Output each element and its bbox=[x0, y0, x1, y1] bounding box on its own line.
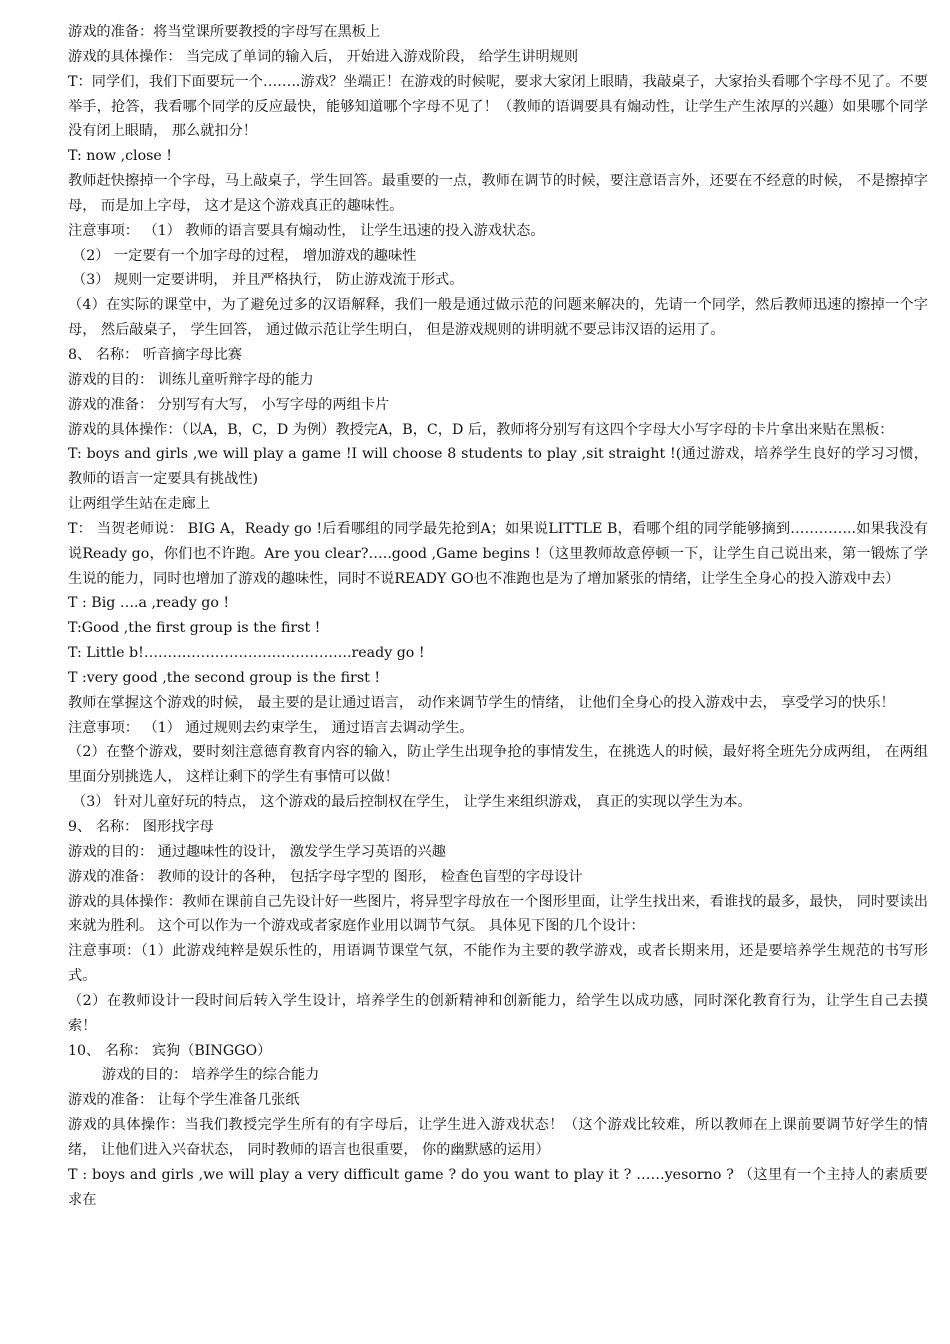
paragraph: 游戏的准备： 教师的设计的各种， 包括字母字型的 图形， 检查色盲型的字母设计 bbox=[68, 868, 583, 885]
paragraph: 游戏的具体操作：教师在课前自己先设计好一些图片，将异型字母放在一个图形里面，让学生找出来，看谁找的最多，最快， 同时要读出来就为胜利。 这个可以作为一个游戏或者家庭作业用以调节气氛。 具体见下图的几个设计： bbox=[68, 893, 928, 935]
section-heading: 9、 名称： 图形找字母 bbox=[68, 819, 214, 835]
paragraph: （2）在整个游戏，要时刻注意德育教育内容的输入，防止学生出现争抢的事情发生，在挑选人的时候，最好将全班先分成两组， 在两组里面分别挑选人， 这样让剩下的学生有事情可以做！ bbox=[68, 744, 928, 786]
paragraph: 注意事项：（1）此游戏纯粹是娱乐性的，用语调节课堂气氛，不能作为主要的教学游戏，或者长期来用，还是要培养学生规范的书写形式。 bbox=[68, 943, 928, 985]
paragraph: 游戏的准备：将当堂课所要教授的字母写在黑板上 bbox=[68, 24, 381, 40]
section-heading: 10、 名称： 宾狗（BINGGO） bbox=[68, 1042, 272, 1059]
paragraph: （2）在教师设计一段时间后转入学生设计，培养学生的创新精神和创新能力，给学生以成功感，同时深化教育行为，让学生自己去摸索！ bbox=[68, 992, 928, 1034]
paragraph: 游戏的具体操作：当我们教授完学生所有的有字母后，让学生进入游戏状态！（这个游戏比较难，所以教师在上课前要调节好学生的情绪， 让他们进入兴奋状态， 同时教师的语言也很重要， 你的幽默感的运用） bbox=[68, 1117, 928, 1158]
paragraph: T： 当贺老师说： BIG A，Ready go !后看哪组的同学最先抢到A；如果说LITTLE B，看哪个组的同学能够摘到…………..如果我没有说Ready go，你们也不许跑。Are you clear?…..good ,Game begins !（这里教师故意停顿一下，让学生自己说出来，第一锻炼了学生说的能力，同时也增加了游戏的趣味性，同时不说READY GO也不准跑也是为了增加紧张的情绪，让学生全身心的投入游戏中去） bbox=[68, 520, 928, 587]
paragraph: 游戏的目的： 通过趣味性的设计， 激发学生学习英语的兴趣 bbox=[68, 843, 446, 860]
paragraph: T : boys and girls ,we will play a very difficult game ? do you want to play it ? ……yesorno ? （这里有一个主持人的素质要求在 bbox=[68, 1166, 928, 1208]
paragraph: 教师在掌握这个游戏的时候， 最主要的是让通过语言， 动作来调节学生的情绪， 让他们全身心的投入游戏中去， 享受学习的快乐！ bbox=[68, 694, 895, 711]
paragraph: T :very good ,the second group is the first ! bbox=[68, 669, 381, 686]
paragraph: （4）在实际的课堂中，为了避免过多的汉语解释，我们一般是通过做示范的问题来解决的，先请一个同学，然后教师迅速的擦掉一个字母， 然后敲桌子， 学生回答， 通过做示范让学生明白， 但是游戏规则的讲明就不要忌讳汉语的运用了。 bbox=[68, 297, 928, 339]
paragraph: T : Big ….a ,ready go ! bbox=[68, 595, 230, 612]
paragraph: 让两组学生站在走廊上 bbox=[68, 496, 210, 513]
paragraph: （2） 一定要有一个加字母的过程， 增加游戏的趣味性 bbox=[72, 247, 417, 264]
paragraph: 游戏的目的： 训练儿童听辩字母的能力 bbox=[68, 371, 314, 388]
paragraph: T: now ,close ! bbox=[68, 148, 173, 165]
paragraph: T: boys and girls ,we will play a game !I will choose 8 students to play ,sit straight !(通过游戏，培养学生良好的学习习惯，教师的语言一定要具有挑战性) bbox=[68, 446, 928, 488]
paragraph: T:Good ,the first group is the first ! bbox=[68, 620, 321, 637]
paragraph: 游戏的目的： 培养学生的综合能力 bbox=[102, 1067, 320, 1084]
paragraph: 注意事项： （1） 通过规则去约束学生， 通过语言去调动学生。 bbox=[68, 719, 474, 736]
paragraph: 游戏的准备： 分别写有大写， 小写字母的两组卡片 bbox=[68, 396, 390, 413]
paragraph: 注意事项： （1） 教师的语言要具有煽动性， 让学生迅速的投入游戏状态。 bbox=[68, 222, 545, 239]
paragraph: 游戏的具体操作：（以A，B，C，D 为例）教授完A，B，C，D 后，教师将分别写有这四个字母大小写字母的卡片拿出来贴在黑板： bbox=[68, 421, 894, 438]
paragraph: T: Little b!……………………………………..ready go ! bbox=[68, 645, 425, 662]
paragraph: 游戏的准备： 让每个学生准备几张纸 bbox=[68, 1092, 300, 1109]
paragraph: （3） 针对儿童好玩的特点， 这个游戏的最后控制权在学生， 让学生来组织游戏， 真正的实现以学生为本。 bbox=[72, 794, 752, 811]
section-heading: 8、 名称： 听音摘字母比赛 bbox=[68, 346, 243, 363]
paragraph: （3） 规则一定要讲明， 并且严格执行， 防止游戏流于形式。 bbox=[72, 272, 464, 289]
paragraph: 教师赶快擦掉一个字母，马上敲桌子，学生回答。最重要的一点，教师在调节的时候，要注意语言外，还要在不经意的时候， 不是擦掉字母， 而是加上字母， 这才是这个游戏真正的趣味性。 bbox=[68, 173, 928, 214]
paragraph: T：同学们，我们下面要玩一个……..游戏？坐端正！在游戏的时候呢，要求大家闭上眼睛，我敲桌子，大家抬头看哪个字母不见了。不要举手，抢答，我看哪个同学的反应最快，能够知道哪个字母不见了！（教师的语调要具有煽动性，让学生产生浓厚的兴趣）如果哪个同学没有闭上眼睛， 那么就扣分！ bbox=[68, 73, 928, 140]
paragraph: 游戏的具体操作： 当完成了单词的输入后， 开始进入游戏阶段， 给学生讲明规则 bbox=[68, 48, 579, 65]
